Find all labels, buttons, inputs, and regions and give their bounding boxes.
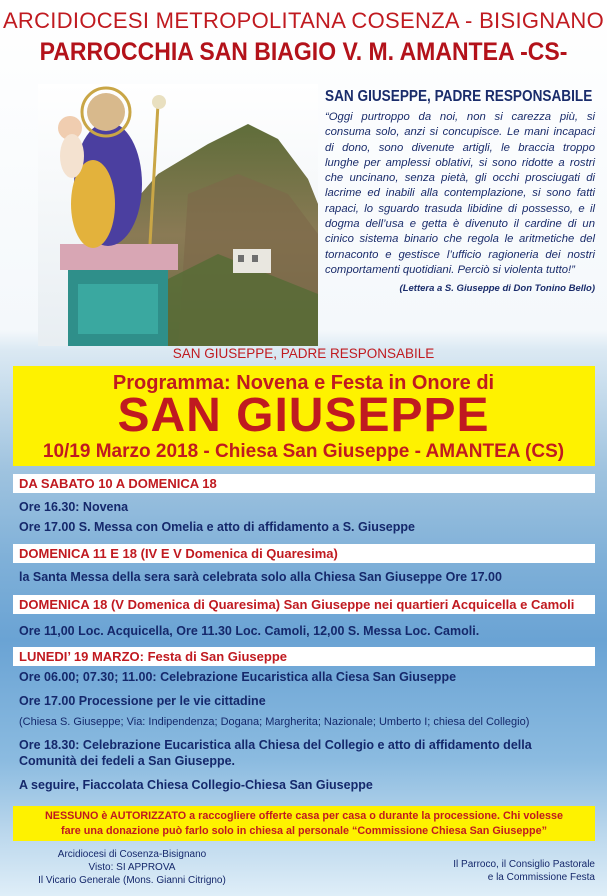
program-dates: 10/19 Marzo 2018 - Chiesa San Giuseppe - AMANTEA (CS) bbox=[42, 441, 565, 462]
subtitle: SAN GIUSEPPE, PADRE RESPONSABILE bbox=[172, 346, 435, 361]
parish-title: PARROCCHIA SAN BIAGIO V. M. AMANTEA -CS- bbox=[39, 38, 568, 66]
footer-signature bbox=[400, 858, 595, 884]
section-header-2: DOMENICA 11 E 18 (IV E V Domenica di Quaresima) bbox=[13, 544, 595, 563]
schedule-line: Ore 18.30: Celebrazione Eucaristica alla Chiesa del Collegio e atto di affidamento della bbox=[19, 738, 532, 752]
schedule-line: A seguire, Fiaccolata Chiesa Collegio-Chiesa San Giuseppe bbox=[19, 778, 373, 792]
section-header-3: DOMENICA 18 (V Domenica di Quaresima) San Giuseppe nei quartieri Acquicella e Camoli bbox=[13, 595, 595, 614]
donation-notice bbox=[13, 806, 595, 841]
saint-statue-image bbox=[38, 84, 318, 346]
footer-parish-priest: Il Parroco, il Consiglio Pastorale bbox=[453, 859, 595, 870]
notice-line-2: fare una donazione può farlo solo in chiesa al personale “Commissione Chiesa San Giuseppe” bbox=[61, 825, 547, 837]
section-header-4: LUNEDI’ 19 MARZO: Festa di San Giuseppe bbox=[13, 647, 595, 666]
schedule-line: Comunità dei fedeli a San Giuseppe. bbox=[19, 754, 236, 768]
schedule-line: Ore 11,00 Loc. Acquicella, Ore 11.30 Loc. Camoli, 12,00 S. Messa Loc. Camoli. bbox=[19, 624, 480, 638]
schedule-line: Ore 16.30: Novena bbox=[19, 500, 129, 514]
saint-name: SAN GIUSEPPE bbox=[117, 389, 490, 442]
quote-box bbox=[325, 88, 595, 294]
schedule-line: Ore 06.00; 07.30; 11.00: Celebrazione Eucaristica alla Ciesa San Giuseppe bbox=[19, 670, 457, 684]
schedule-line: Ore 17.00 S. Messa con Omelia e atto di affidamento a S. Giuseppe bbox=[19, 520, 415, 534]
footer-vicar: Il Vicario Generale (Mons. Gianni Citrigno) bbox=[38, 875, 226, 886]
schedule-line: la Santa Messa della sera sarà celebrata solo alla Chiesa San Giuseppe Ore 17.00 bbox=[19, 570, 502, 584]
notice-line-1: NESSUNO è AUTORIZZATO a raccogliere offerte casa per casa o durante la processione. Chi volesse bbox=[44, 810, 564, 822]
procession-route: (Chiesa S. Giuseppe; Via: Indipendenza; Dogana; Margherita; Nazionale; Umberto I; chiesa del Collegio) bbox=[19, 716, 530, 728]
footer-approved: Visto: SI APPROVA bbox=[88, 862, 176, 873]
quote-title: SAN GIUSEPPE, PADRE RESPONSABILE bbox=[325, 88, 593, 105]
saint-photo bbox=[38, 84, 318, 346]
footer-commission: e la Commissione Festa bbox=[487, 872, 595, 883]
quote-text: “Oggi purtroppo da noi, non si carezza più, si consuma solo, anzi si concupisce. Le mani incapaci di dono, sono divenute artigli, le braccia troppo lunghe per amplessi oblativi, si sono ridotte a rostri che uncinano, senza pietà, gli occhi prosciugati di lacrime ed inabili alla contemplazione, si sono fatti rapaci, lo sguardo trasuda libidine di possesso, e il dogma dell’usa e getta è divenuto il cardine di un cinico sistema binario che regola le aritmetiche del tornaconto e gestisce l’ufficio ragioneria dei nostri comportamenti quotidiani. Perciò si violenta tutto!” bbox=[325, 111, 595, 276]
footer-diocese: Arcidiocesi di Cosenza-Bisignano bbox=[57, 849, 207, 860]
footer-approval bbox=[27, 848, 237, 887]
schedule-line: Ore 17.00 Processione per le vie cittadine bbox=[19, 694, 266, 708]
program-heading: Programma: Novena e Festa in Onore di bbox=[112, 372, 495, 394]
quote-source: (Lettera a S. Giuseppe di Don Tonino Bello) bbox=[399, 283, 595, 295]
diocese-title: ARCIDIOCESI METROPOLITANA COSENZA - BISIGNANO bbox=[2, 8, 605, 33]
section-header-1: DA SABATO 10 A DOMENICA 18 bbox=[13, 474, 595, 493]
